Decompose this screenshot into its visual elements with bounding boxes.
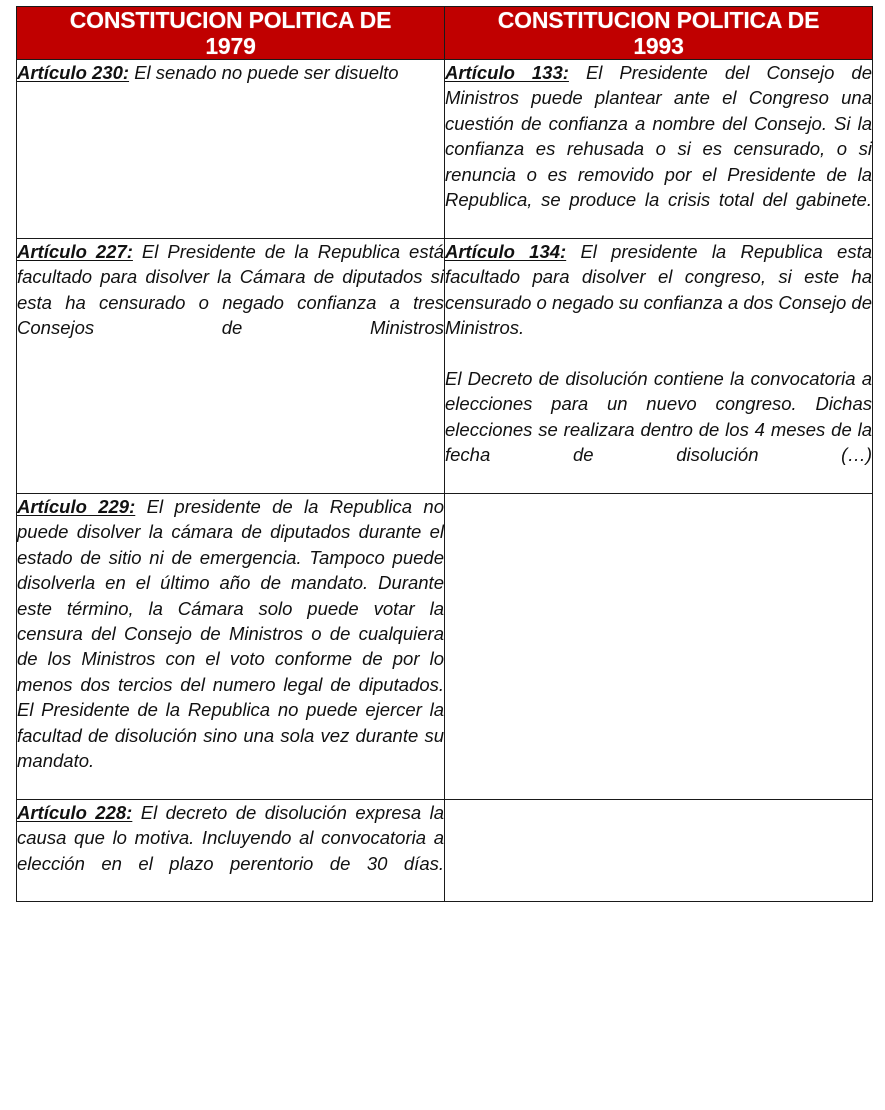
article-text: El presidente la Republica esta facultado para disolver el congreso, si este ha censurado o negado su confianza a dos Consejo de Ministros.: [445, 240, 872, 339]
article-label: Artículo 228:: [17, 801, 133, 823]
cell-1993-empty-row4: [445, 799, 873, 902]
article-text: El Presidente de la Republica está facultado para disolver la Cámara de diputados si esta ha censurado o negado confianza a tres Consejos de Ministros: [17, 240, 445, 339]
article-text: El senado no puede ser disuelto: [129, 62, 399, 83]
table-row: [17, 238, 873, 493]
table-body: [17, 60, 873, 902]
article-text: El Presidente del Consejo de Ministros puede plantear ante el Congreso una cuestión de confianza a nombre del Consejo. Si la confianza es rehusada o si es censurado, o si renuncia o es removido por el Presidente de la Republica, se produce la crisis total del gabinete.: [445, 62, 873, 211]
article-text: El presidente de la Republica no puede disolver la cámara de diputados durante el estado de sitio ni de emergencia. Tampoco puede disolverla en el último año de mandato. Durante este término, la Cámara solo puede votar la censura del Consejo de Ministros o de cualquiera de los Ministros con el voto conforme de por lo menos dos tercios del numero legal de diputados. El Presidente de la Republica no puede ejercer la facultad de disolución sino una sola vez durante su mandato.: [17, 495, 444, 771]
table-row: [17, 799, 873, 902]
cell-1979-articulo-228: [17, 799, 445, 902]
article-paragraph: [445, 60, 872, 238]
cell-1993-empty-row3: [445, 493, 873, 799]
article-paragraph: [17, 60, 444, 85]
header-1993-line1: CONSTITUCION POLITICA DE: [497, 7, 820, 33]
article-paragraph: [17, 494, 444, 799]
header-1979-line2: 1979: [205, 33, 256, 59]
article-paragraph-2: El Decreto de disolución contiene la convocatoria a elecciones para un nuevo congreso. Dichas elecciones se realizara dentro de los 4 meses de la fecha de disolución (…): [445, 367, 872, 466]
article-paragraph: [17, 239, 444, 366]
cell-1993-articulo-133: [445, 60, 873, 239]
header-1993-line2: 1993: [633, 33, 684, 59]
article-label: Artículo 230:: [17, 62, 130, 83]
table-header: [17, 7, 873, 60]
table-row: [17, 493, 873, 799]
article-label: Artículo 227:: [17, 240, 133, 262]
constitution-comparison-table: [16, 6, 873, 902]
article-label: Artículo 134:: [445, 240, 567, 262]
column-header-1979: [17, 7, 445, 60]
table-header-row: [17, 7, 873, 60]
article-paragraph: [17, 800, 444, 902]
cell-1979-articulo-229: [17, 493, 445, 799]
article-paragraph: [445, 239, 872, 366]
cell-1979-articulo-230: [17, 60, 445, 239]
header-1979-line1: CONSTITUCION POLITICA DE: [69, 7, 392, 33]
article-label: Artículo 133:: [445, 62, 569, 83]
table-row: [17, 60, 873, 239]
cell-1993-articulo-134: [445, 238, 873, 493]
article-label: Artículo 229:: [17, 495, 136, 517]
column-header-1993: [445, 7, 873, 60]
article-text: El decreto de disolución expresa la causa que lo motiva. Incluyendo al convocatoria a elección en el plazo perentorio de 30 días.: [17, 801, 444, 874]
cell-1979-articulo-227: [17, 238, 445, 493]
